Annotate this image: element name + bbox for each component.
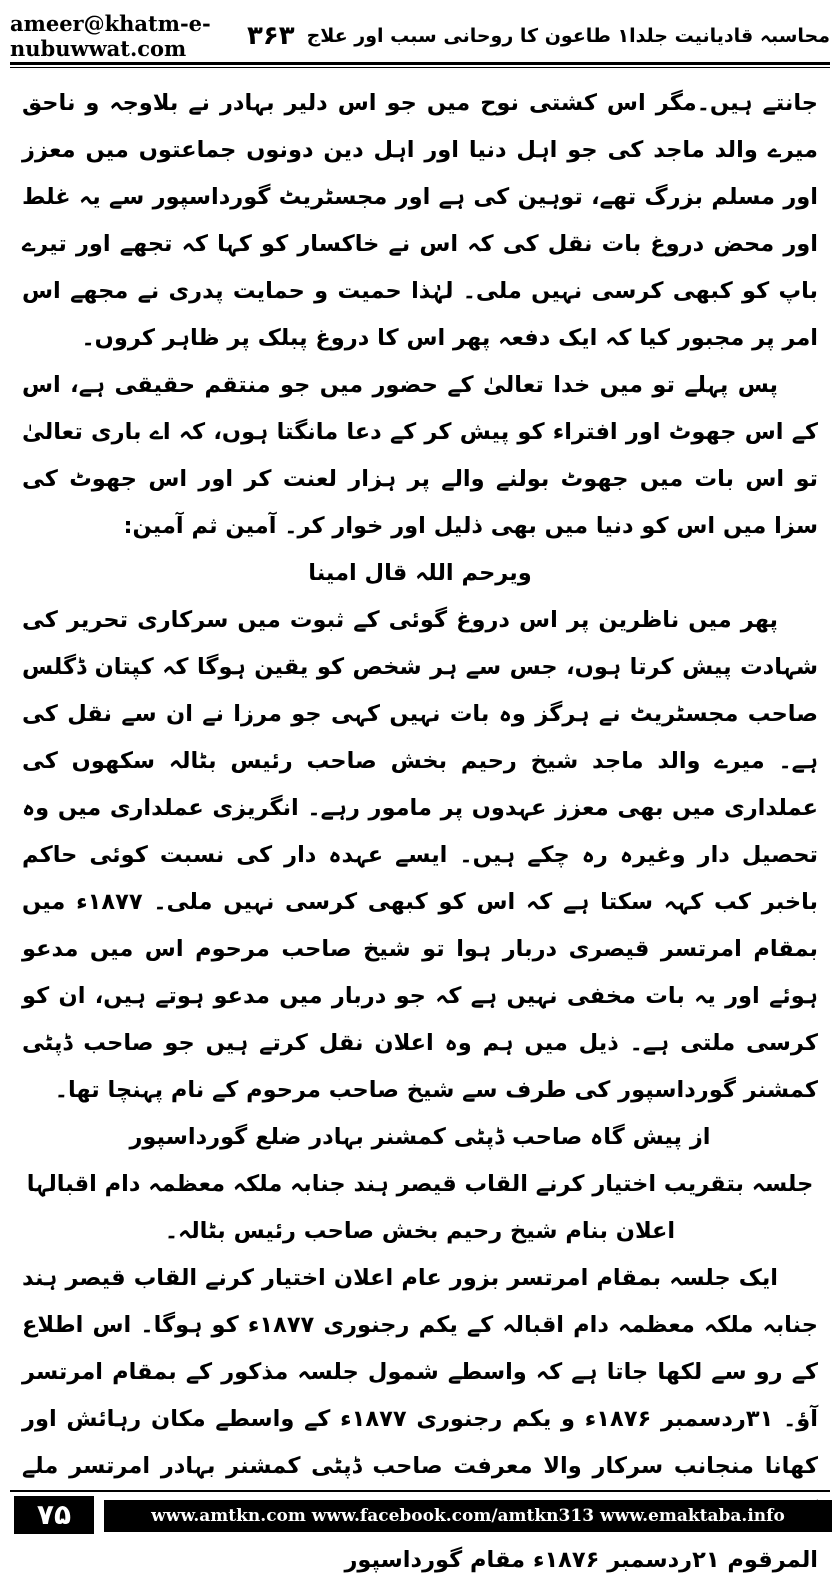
page-header	[10, 11, 830, 61]
verse-line: ویرحم اللہ قال امینا	[308, 560, 532, 586]
page-footer	[0, 1496, 840, 1536]
notice-heading-3: اعلان بنام شیخ رحیم بخش صاحب رئیس بٹالہ۔	[164, 1218, 676, 1244]
header-page-number: ۳۶۳	[246, 21, 295, 51]
header-divider	[10, 62, 830, 65]
header-divider-thin	[10, 67, 830, 68]
running-title: محاسبہ قادیانیت جلدا۱ طاعون کا روحانی سبب اور علاج	[306, 25, 830, 47]
footer-divider	[10, 1490, 830, 1492]
paragraph-1: جانتے ہیں۔مگر اس کشتی نوح میں جو اس دلیر بہادر نے بلاوجہ و ناحق میرے والد ماجد کی جو اہل دنیا اور اہل دین دونوں جماعتوں میں معزز اور مسلم بزرگ تھے، توہین کی ہے اور مجسٹریٹ گورداسپور سے یہ غلط اور محض دروغ بات نقل کی کہ اس نے خاکسار کو کہا کہ تجھے اور تیرے باپ کو کبھی کرسی نہیں ملی۔ لہٰذا حمیت و حمایت پدری نے مجھے اس امر پر مجبور کیا کہ ایک دفعہ پھر اس کا دروغ پبلک پر ظاہر کروں۔	[22, 90, 818, 351]
paragraph-2: پس پہلے تو میں خدا تعالیٰ کے حضور میں جو منتقم حقیقی ہے، اس کے اس جھوٹ اور افتراء کو پیش کر کے دعا مانگتا ہوں، کہ اے باری تعالیٰ تو اس بات میں جھوٹ بولنے والے پر ہزار لعنت کر اور اس جھوٹ کی سزا میں اس کو دنیا میں بھی ذلیل اور خوار کر۔ آمین ثم آمین:	[22, 372, 818, 539]
paragraph-4: ایک جلسہ بمقام امرتسر بزور عام اعلان اختیار کرنے القاب قیصر ہند جنابہ ملکہ معظمہ دام اقبالہ کے یکم رجنوری ۱۸۷۷ء کو ہوگا۔ اس اطلاع کے رو سے لکھا جاتا ہے کہ واسطے شمول جلسہ مذکور کے بمقام امرتسر آؤ۔ ۳۱ردسمبر ۱۸۷۶ء و یکم رجنوری ۱۸۷۷ء کے واسطے مکان رہائش اور کھانا منجانب سرکار والا معرفت صاحب ڈپٹی کمشنر بہادر امرتسر ملے	[22, 1265, 818, 1479]
footer-page-number: ۷۵	[14, 1496, 94, 1534]
notice-heading-1: از پیش گاہ صاحب ڈپٹی کمشنر بہادر ضلع گورداسپور	[129, 1124, 711, 1150]
paragraph-3: پھر میں ناظرین پر اس دروغ گوئی کے ثبوت میں سرکاری تحریر کی شہادت پیش کرتا ہوں، جس سے ہر شخص کو یقین ہوگا کہ کپتان ڈگلس صاحب مجسٹریٹ نے ہرگز وہ بات نہیں کہی جو مرزا نے ان سے نقل کی ہے۔ میرے والد ماجد شیخ رحیم بخش صاحب رئیس بٹالہ سکھوں کی عملداری میں بھی معزز عہدوں پر مامور رہے۔ انگریزی عملداری میں وہ تحصیل دار وغیرہ رہ چکے ہیں۔ ایسے عہدہ دار کی نسبت کوئی حاکم باخبر کب کہہ سکتا ہے کہ اس کو کبھی کرسی نہیں ملی۔ ۱۸۷۷ء میں بمقام امرتسر قیصری دربار ہوا تو شیخ صاحب مرحوم اس میں مدعو ہوئے اور یہ بات مخفی نہیں ہے کہ جو دربار میں مدعو ہوتے ہیں، ان کو کرسی ملتی ہے۔ ذیل میں ہم وہ اعلان نقل کرتے ہیں جو صاحب ڈپٹی کمشنر گورداسپور کی طرف سے شیخ صاحب مرحوم کے نام پہنچا تھا۔	[22, 607, 818, 1103]
notice-heading-2: جلسہ بتقریب اختیار کرنے القاب قیصر ہند جنابہ ملکہ معظمہ دام اقبالہا	[26, 1171, 814, 1197]
header-email[interactable]: ameer@khatm-e-nubuwwat.com	[10, 11, 211, 61]
footer-urls[interactable]: www.amtkn.com www.facebook.com/amtkn313 www.emaktaba.info	[104, 1500, 832, 1532]
header-title-group	[247, 21, 830, 51]
dated-line: المرقوم ۲۱ردسمبر ۱۸۷۶ء مقام گورداسپور	[344, 1547, 818, 1573]
